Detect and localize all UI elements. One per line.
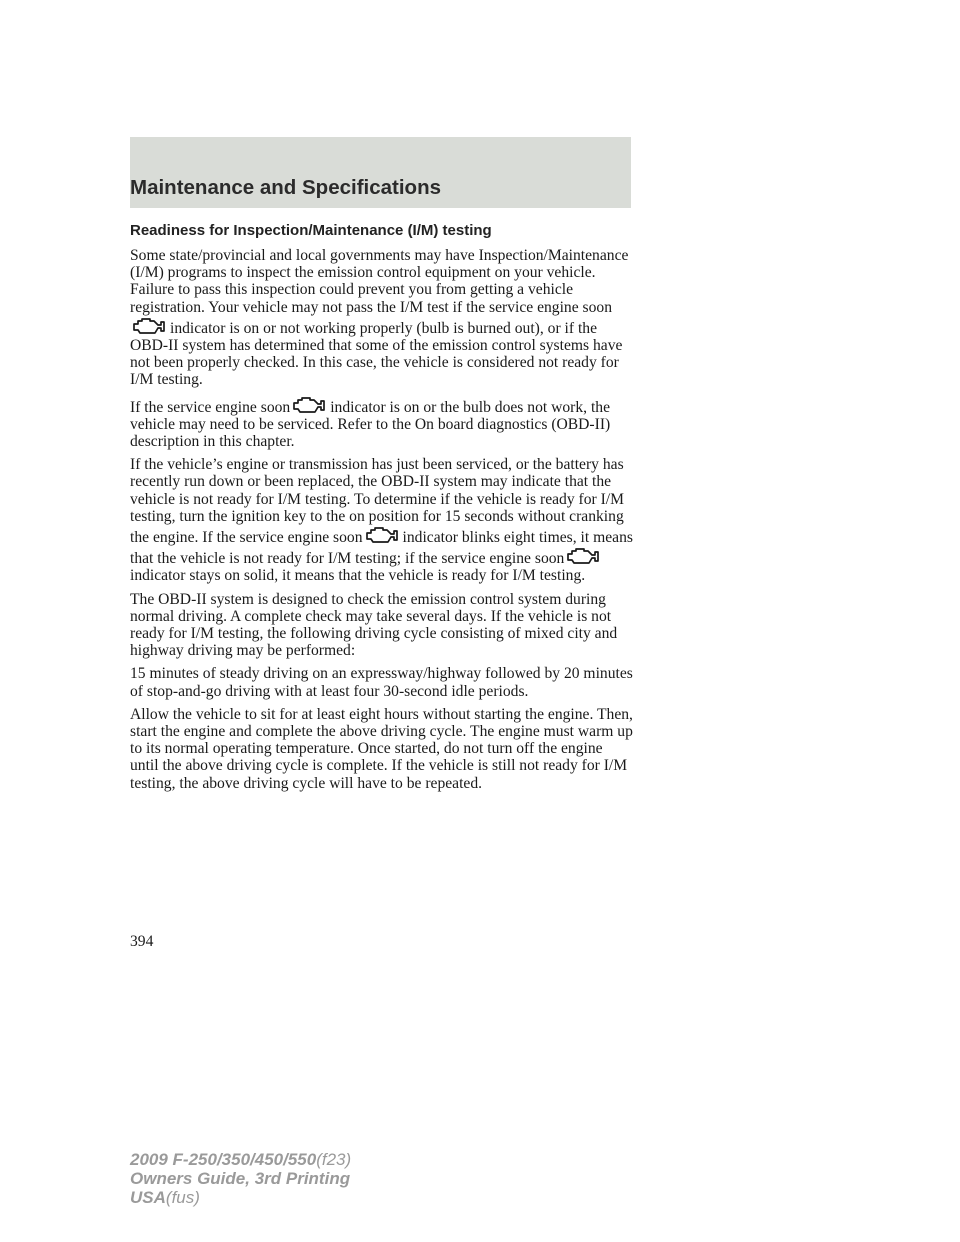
check-engine-icon [291, 395, 327, 415]
check-engine-icon [565, 546, 601, 566]
check-engine-icon [364, 525, 400, 545]
paragraph-5: 15 minutes of steady driving on an expressway/highway followed by 20 minutes of stop-and-go driving with at least four 30-second idle periods. [130, 665, 633, 700]
paragraph-3-text-c: indicator stays on solid, it means that the vehicle is ready for I/M testing. [130, 567, 586, 585]
article [130, 222, 635, 798]
paragraph-4: The OBD-II system is designed to check the emission control system during normal driving. A complete check may take several days. If the vehicle is not ready for I/M testing, the following driving cycle consisting of mixed city and highway driving may be performed: [130, 590, 618, 660]
paragraph-2-text-b: indicator is on or the bulb does not work, the vehicle may need to be serviced. Refer to the On board diagnostics (OBD-II) description in this chapter. [130, 398, 611, 451]
footer-model: 2009 F-250/350/450/550 [130, 1150, 317, 1169]
paragraph-1 [130, 247, 635, 389]
section-title: Maintenance and Specifications [130, 176, 441, 199]
footer-market: USA [130, 1188, 166, 1207]
paragraph-2-text-a: If the service engine soon [130, 398, 291, 416]
footer-market-code: (fus) [165, 1188, 200, 1207]
footer-model-code: (f23) [316, 1150, 352, 1169]
page-number: 394 [130, 933, 154, 950]
footer-market-line [130, 1188, 351, 1207]
paragraph-3-text-a: If the vehicle’s engine or transmission has just been serviced, or the battery has recently run down or been replaced, the OBD-II system may indicate that the vehicle is not ready for I/M testing. To determine if the vehicle is ready for I/M testing, turn the ignition key to the on position for 15 seconds without cranking the engine. If the service engine soon [130, 456, 625, 547]
footer-guide: Owners Guide, 3rd Printing [130, 1169, 351, 1188]
paragraph-6: Allow the vehicle to sit for at least eight hours without starting the engine. Then, start the engine and complete the above driving cycle. The engine must warm up to its normal operating temperature. Once started, do not turn off the engine until the above driving cycle is complete. If the vehicle is still not ready for I/M testing, the above driving cycle will have to be repeated. [130, 705, 633, 792]
document-footer [130, 1150, 351, 1207]
paragraph-3 [130, 456, 635, 584]
paragraph-3-text-b: indicator blinks eight times, it means that the vehicle is not ready for I/M testing; if the service engine soon [130, 529, 633, 568]
check-engine-icon [131, 316, 167, 336]
paragraph-1-text-a: Some state/provincial and local governments may have Inspection/Maintenance (I/M) programs to inspect the emission control equipment on your vehicle. Failure to pass this inspection could prevent you from getting a vehicle registration. Your vehicle may not pass the I/M test if the service engine soon [130, 247, 629, 316]
footer-model-line [130, 1150, 351, 1169]
paragraph-1-text-b: indicator is on or not working properly (bulb is burned out), or if the OBD-II system has determined that some of the emission control systems have not been properly checked. In this case, the vehicle is considered not ready for I/M testing. [130, 319, 623, 389]
article-heading: Readiness for Inspection/Maintenance (I/M) testing [130, 222, 492, 239]
paragraph-2 [130, 395, 635, 451]
